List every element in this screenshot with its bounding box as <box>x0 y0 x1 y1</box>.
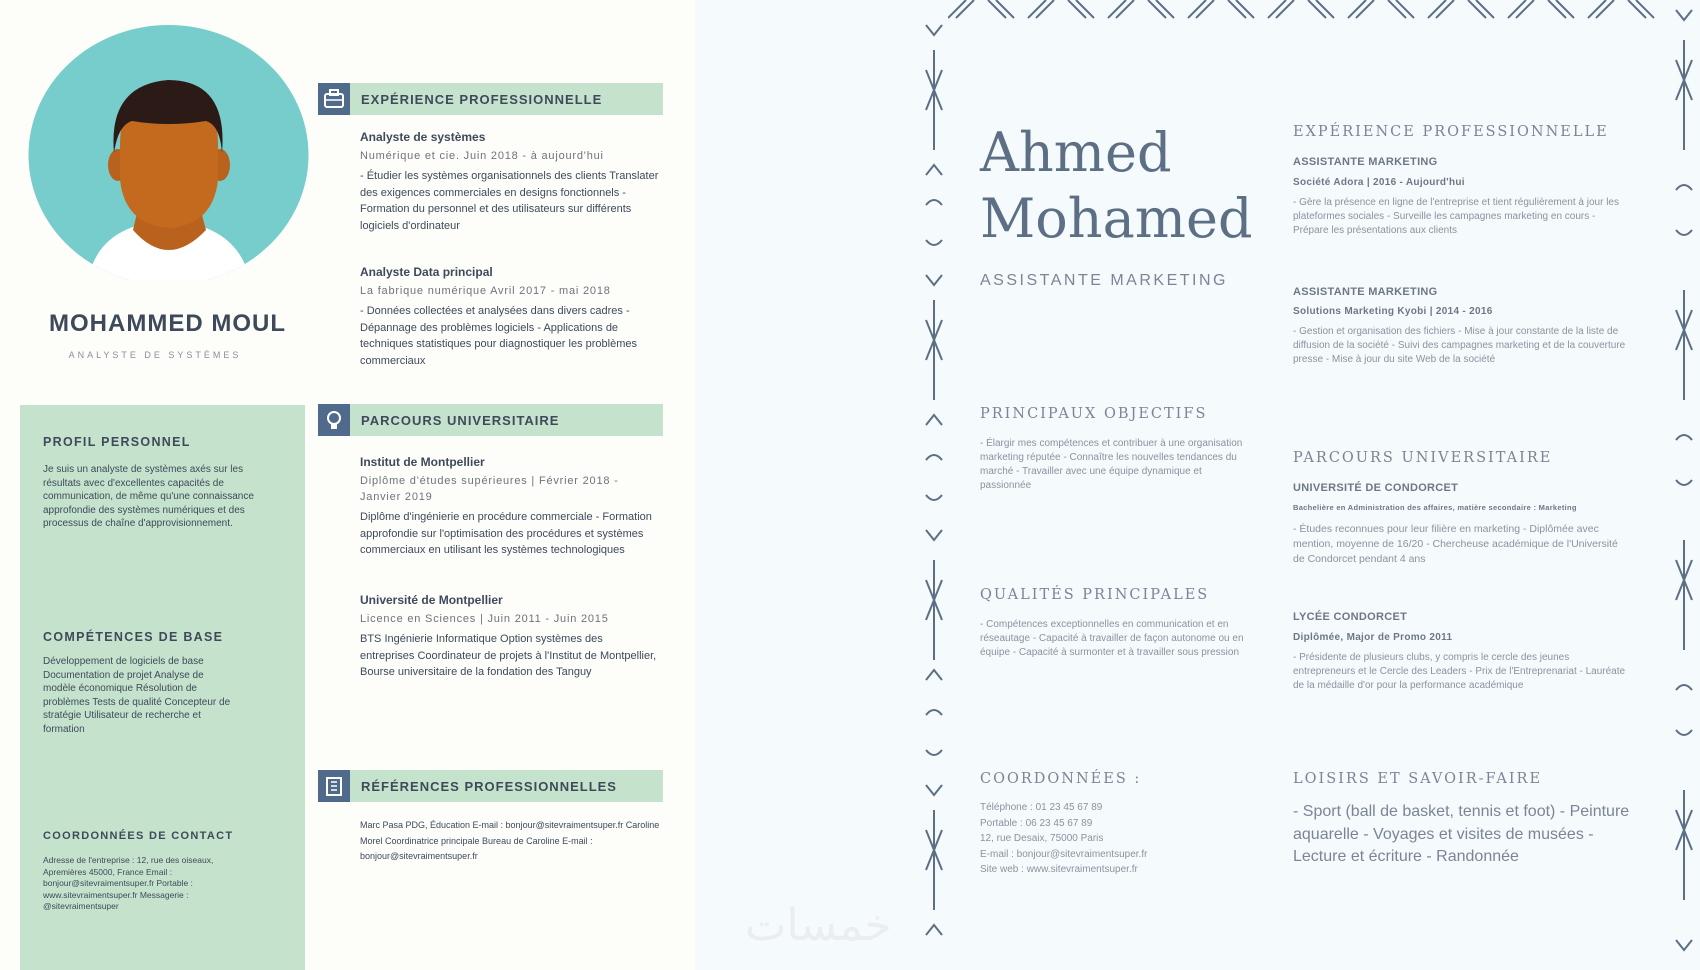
building-icon <box>318 770 350 802</box>
education-heading-2: PARCOURS UNIVERSITAIRE <box>1293 450 1553 466</box>
address-line: 12, rue Desaix, 75000 Paris <box>980 833 1104 844</box>
school-2-meta: Licence en Sciences | Juin 2011 - Juin 2015 <box>360 613 609 625</box>
job-2-1-title: ASSISTANTE MARKETING <box>1293 156 1438 168</box>
last-name: Mohamed <box>980 187 1253 250</box>
school-2-1-title: UNIVERSITÉ DE CONDORCET <box>1293 482 1459 494</box>
experience-heading-2: EXPÉRIENCE PROFESSIONNELLE <box>1293 124 1609 140</box>
job-2-1-text: - Gère la présence en ligne de l'entreprise et tient régulièrement à jour les plateformes sociales - Surveille les campagnes marketing en cours - Prépare les présentations aux clients <box>1293 197 1619 236</box>
job-1-text: - Étudier les systèmes organisationnels des clients Translater des exigences commerciales en designs fonctionnels - Formation du personnel et des utilisateurs sur différents logiciels d'ordinateur <box>360 170 659 232</box>
first-name: Ahmed <box>980 121 1172 184</box>
email-line: E-mail : bonjour@sitevraimentsuper.fr <box>980 848 1148 860</box>
job-2-1-sub: Société Adora | 2016 - Aujourd'hui <box>1293 177 1465 188</box>
school-2-2-text: - Présidente de plusieurs clubs, y compris le cercle des jeunes entrepreneurs et le Cercle des Leaders - Prix de l'Entreprenariat - Lauréate de la médaille d'or pour la performance académique <box>1293 652 1626 691</box>
contact-text: Adresse de l'entreprise : 12, rue des oiseaux, Apremières 45000, France Email : bonjour@sitevraimentsuper.fr Portable : www.sitevraimentsuper.fr Messagerie : @sitevraimentsuper <box>43 855 214 911</box>
objectives-heading: PRINCIPAUX OBJECTIFS <box>980 406 1208 422</box>
job-2-title: Analyste Data principal <box>360 265 493 279</box>
experience-heading: EXPÉRIENCE PROFESSIONNELLE <box>361 92 603 107</box>
school-2-title: Université de Montpellier <box>360 593 503 607</box>
qualities-text: - Compétences exceptionnelles en communication et en réseautage - Capacité à travailler de façon autonome ou en équipe - Capacité à surmonter et à travailler sous pression <box>980 619 1244 658</box>
left-border-pattern <box>920 0 948 970</box>
school-2-2-sub: Diplômée, Major de Promo 2011 <box>1293 632 1453 643</box>
job-entry-1 <box>360 130 660 234</box>
objectives-text: - Élargir mes compétences et contribuer à une organisation marketing réputée - Connaître les nouvelles tendances du marché - Travailler avec une équipe dynamique et passionnée <box>980 438 1243 491</box>
references-heading: RÉFÉRENCES PROFESSIONNELLES <box>361 779 617 794</box>
mobile-line: Portable : 06 23 45 67 89 <box>980 817 1093 829</box>
school-2-1-text: - Études reconnues pour leur filière en marketing - Diplômée avec mention, moyenne de 16/20 - Chercheuse académique de l'Université de Condorcet pendant 4 ans <box>1293 523 1618 565</box>
school-1-text: Diplôme d'ingénierie en procédure commerciale - Formation approfondie sur l'optimisation des procédures et systèmes commerciaux en utilisant les systèmes technologiques <box>360 511 652 556</box>
references-text: Marc Pasa PDG, Éducation E-mail : bonjour@sitevraimentsuper.fr Caroline Morel Coordinatrice principale Bureau de Caroline E-mail : bonjour@sitevraimentsuper.fr <box>360 820 660 861</box>
job-2-text: - Données collectées et analysées dans divers cadres - Dépannage des problèmes logiciels - Applications de techniques statistiques pour diagnostiquer les problèmes commerciaux <box>360 305 637 367</box>
profile-heading: PROFIL PERSONNEL <box>43 435 191 449</box>
candidate-role: ASSISTANTE MARKETING <box>980 272 1228 289</box>
hobbies-heading: LOISIRS ET SAVOIR-FAIRE <box>1293 771 1543 787</box>
education-section-bar <box>318 404 663 436</box>
job-1-meta: Numérique et cie. Juin 2018 - à aujourd'hui <box>360 150 604 162</box>
candidate-name-2 <box>980 120 1253 252</box>
website-line: Site web : www.sitevraimentsuper.fr <box>980 864 1138 875</box>
job-2-2-title: ASSISTANTE MARKETING <box>1293 286 1438 298</box>
candidate-title: ANALYSTE DE SYSTÈMES <box>68 350 242 360</box>
watermark-logo: خمسات <box>745 900 892 951</box>
job-2-meta: La fabrique numérique Avril 2017 - mai 2018 <box>360 285 611 297</box>
school-2-2-title: LYCÉE CONDORCET <box>1293 611 1408 623</box>
school-entry-1 <box>360 455 660 559</box>
briefcase-icon <box>318 83 350 115</box>
phone-line: Téléphone : 01 23 45 67 89 <box>980 802 1103 813</box>
qualities-heading: QUALITÉS PRINCIPALES <box>980 587 1210 603</box>
school-1-meta: Diplôme d'études supérieures | Février 2018 - Janvier 2019 <box>360 475 619 503</box>
job-entry-2 <box>360 265 660 369</box>
hobbies-text: - Sport (ball de basket, tennis et foot) - Peinture aquarelle - Voyages et visites de musées - Lecture et écriture - Randonnée <box>1293 803 1630 865</box>
contact-heading-2: COORDONNÉES : <box>980 771 1142 787</box>
job-1-title: Analyste de systèmes <box>360 130 486 144</box>
skills-heading: COMPÉTENCES DE BASE <box>43 630 224 644</box>
right-border-pattern <box>1668 0 1700 970</box>
experience-section-bar <box>318 83 663 115</box>
lightbulb-icon <box>318 404 350 436</box>
contact-lines <box>980 800 1250 878</box>
school-entry-2 <box>360 593 660 681</box>
references-section-bar <box>318 770 663 802</box>
school-1-title: Institut de Montpellier <box>360 455 485 469</box>
profile-text: Je suis un analyste de systèmes axés sur les résultats avec d'excellentes capacités de communication, de même qu'une connaissance approfondie des systèmes numériques et des processus de chaîne d'approvisionnement. <box>43 464 254 529</box>
education-heading: PARCOURS UNIVERSITAIRE <box>361 413 560 428</box>
job-2-2-sub: Solutions Marketing Kyobi | 2014 - 2016 <box>1293 306 1493 317</box>
top-border-pattern <box>948 0 1668 20</box>
avatar-illustration <box>28 25 309 280</box>
school-2-1-sub: Bachelière en Administration des affaires, matière secondaire : Marketing <box>1293 503 1577 512</box>
candidate-name: MOHAMMED MOUL <box>49 310 286 337</box>
school-2-text: BTS Ingénierie Informatique Option systèmes des entreprises Coordinateur de projets à l'Institut de Montpellier, Bourse universitaire de la fondation des Tanguy <box>360 633 657 678</box>
resume-left <box>0 0 695 970</box>
contact-heading: COORDONNÉES DE CONTACT <box>43 830 234 842</box>
job-2-2-text: - Gestion et organisation des fichiers - Mise à jour constante de la liste de diffusion de la société - Suivi des campagnes marketing et de la couverture presse - Mise à jour du site Web de la société <box>1293 326 1626 365</box>
sidebar-panel <box>20 405 305 970</box>
skills-text: Développement de logiciels de base Documentation de projet Analyse de modèle économique Résolution de problèmes Tests de qualité Concepteur de stratégie Utilisateur de recherche et formation <box>43 656 231 735</box>
